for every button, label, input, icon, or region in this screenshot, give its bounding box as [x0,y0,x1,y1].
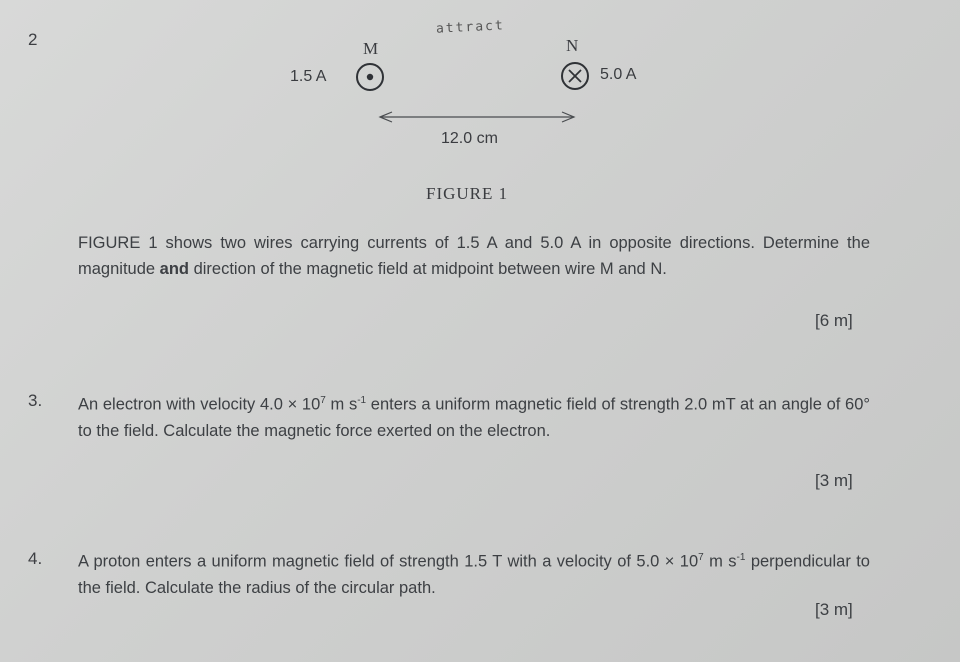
question-3-number: 3. [28,391,43,410]
wire-n-label: N [566,36,579,55]
question-4-marks: [3 m] [815,600,853,619]
question-2-number: 2 [28,30,38,49]
question-3-text: An electron with velocity $4.0 \times 10^7$ m $s^{-1}$ enters a uniform magnetic field of strength 2.0 mT at an angle of 60° to the field. Calculate the magnetic force exerted on the electron. [78,395,870,440]
current-n-label: 5.0 A [600,66,637,83]
current-m-label: 1.5 A [290,68,327,85]
question-2-text: FIGURE 1 shows two wires carrying currents of 1.5 A and 5.0 A in opposite directions. Determine the magnitude and direction of the magnetic field at midpoint between wire M and N. [78,234,870,278]
handwritten-note: attract [435,18,506,37]
question-4-number: 4. [28,549,43,568]
wire-m-label: M [363,39,379,58]
question-4-text: A proton enters a uniform magnetic field of strength 1.5 T with a velocity of $5.0 \times 10^7$ m $s^{-1}$ perpendicular to the field. Calculate the radius of the circular path. [78,552,870,597]
distance-label: 12.0 cm [441,130,498,147]
question-3-marks: [3 m] [815,471,853,490]
current-into-page-icon [562,63,588,89]
double-headed-arrow-icon [380,112,574,122]
current-out-of-page-icon [357,64,383,90]
question-2-marks: [6 m] [815,311,853,330]
figure-1-diagram [0,0,960,200]
figure-caption: FIGURE 1 [426,184,509,203]
